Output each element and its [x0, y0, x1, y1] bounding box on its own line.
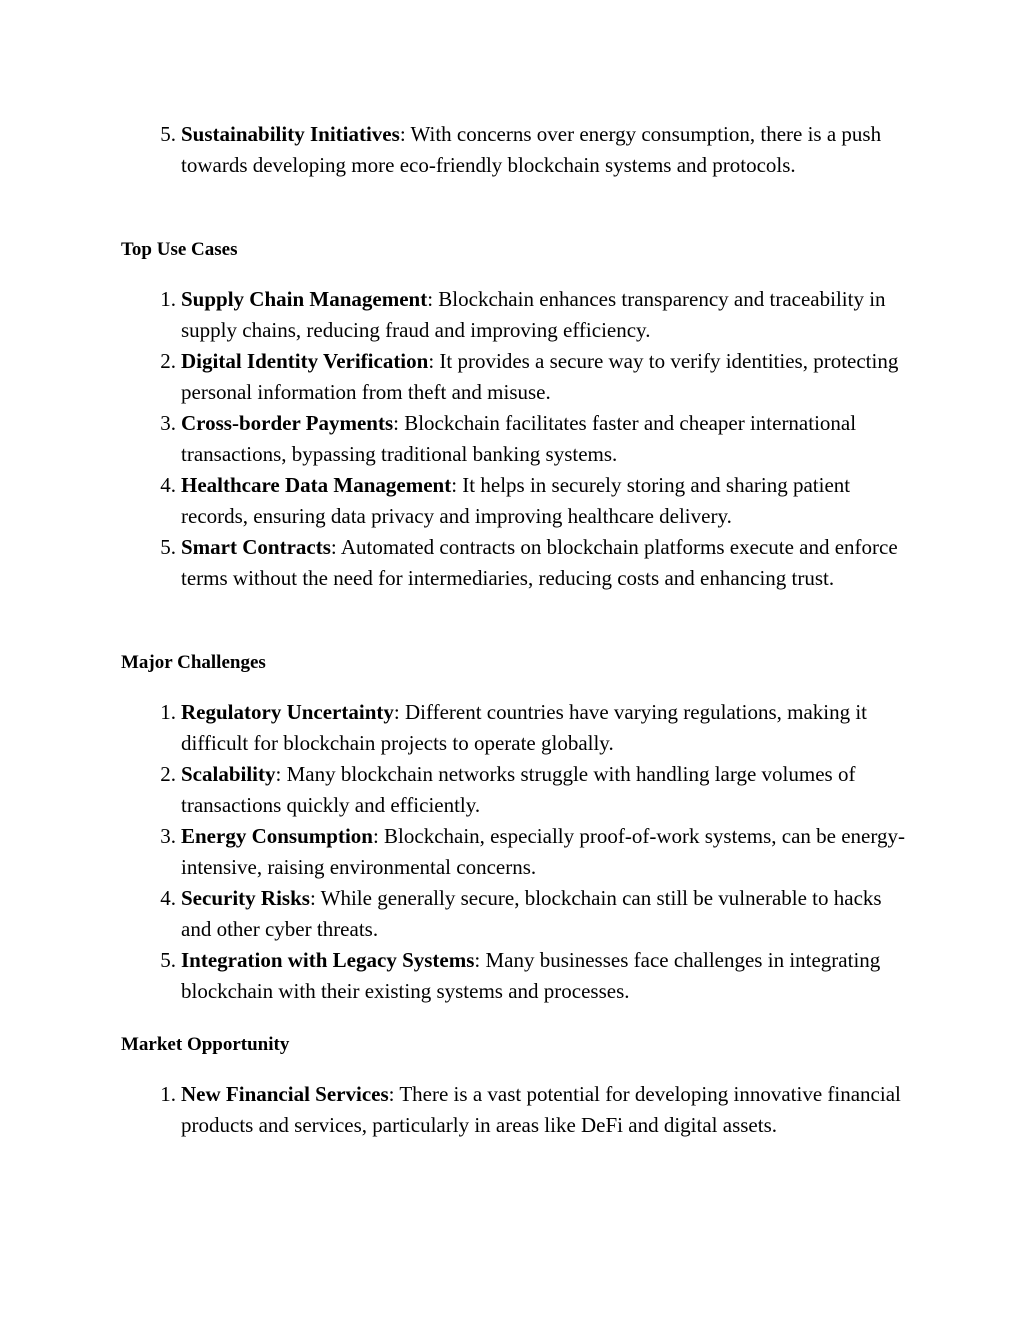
list-item [0, 408, 906, 470]
section-heading-major-challenges: Major Challenges [121, 652, 266, 673]
list-term: Cross-border Payments [181, 411, 394, 435]
list-term: Regulatory Uncertainty [181, 700, 394, 724]
list-number: 5. [160, 122, 176, 146]
sustainability-list [0, 119, 1024, 181]
list-number: 2. [160, 349, 176, 373]
list-item [0, 1079, 906, 1141]
list-term: Supply Chain Management [181, 287, 428, 311]
list-text: : Blockchain facilitates faster and cheaper international transactions, bypassing traditional banking systems. [181, 411, 857, 466]
list-item [0, 119, 906, 181]
opportunity-list [0, 1079, 1024, 1141]
list-number: 4. [160, 886, 176, 910]
list-item [0, 470, 906, 532]
list-number: 2. [160, 762, 176, 786]
list-text: : Many blockchain networks struggle with handling large volumes of transactions quickly and efficiently. [181, 762, 856, 817]
list-text: : Automated contracts on blockchain platforms execute and enforce terms without the need for intermediaries, reducing costs and enhancing trust. [181, 535, 898, 590]
list-number: 1. [160, 1082, 176, 1106]
section-heading-market-opportunity: Market Opportunity [121, 1034, 290, 1055]
list-text: : Blockchain, especially proof-of-work systems, can be energy-intensive, raising environmental concerns. [181, 824, 905, 879]
list-term: Scalability [181, 762, 276, 786]
list-text: : Many businesses face challenges in integrating blockchain with their existing systems and processes. [181, 948, 881, 1003]
list-text: : Different countries have varying regulations, making it difficult for blockchain projects to operate globally. [181, 700, 868, 755]
list-number: 3. [160, 824, 176, 848]
list-number: 3. [160, 411, 176, 435]
challenges-list [0, 697, 1024, 1007]
section-heading-top-use-cases: Top Use Cases [121, 239, 238, 260]
list-term: New Financial Services [181, 1082, 389, 1106]
list-number: 5. [160, 535, 176, 559]
list-item [0, 945, 906, 1007]
list-item [0, 883, 906, 945]
list-item [0, 759, 906, 821]
list-item [0, 821, 906, 883]
use-cases-list [0, 284, 1024, 594]
list-term: Digital Identity Verification [181, 349, 429, 373]
list-item [0, 284, 906, 346]
list-term: Security Risks [181, 886, 310, 910]
list-text: : With concerns over energy consumption, there is a push towards developing more eco-friendly blockchain systems and protocols. [181, 122, 882, 177]
list-term: Sustainability Initiatives [181, 122, 400, 146]
list-text: : While generally secure, blockchain can still be vulnerable to hacks and other cyber threats. [181, 886, 882, 941]
list-text: : Blockchain enhances transparency and traceability in supply chains, reducing fraud and improving efficiency. [181, 287, 886, 342]
list-term: Energy Consumption [181, 824, 373, 848]
list-number: 1. [160, 287, 176, 311]
list-number: 5. [160, 948, 176, 972]
list-term: Smart Contracts [181, 535, 331, 559]
list-term: Healthcare Data Management [181, 473, 452, 497]
list-item [0, 346, 906, 408]
list-text: : It helps in securely storing and sharing patient records, ensuring data privacy and improving healthcare delivery. [181, 473, 851, 528]
list-item [0, 697, 906, 759]
list-term: Integration with Legacy Systems [181, 948, 475, 972]
list-number: 1. [160, 700, 176, 724]
list-item [0, 532, 906, 594]
list-text: : There is a vast potential for developing innovative financial products and services, particularly in areas like DeFi and digital assets. [181, 1082, 901, 1137]
list-number: 4. [160, 473, 176, 497]
list-text: : It provides a secure way to verify identities, protecting personal information from theft and misuse. [181, 349, 899, 404]
